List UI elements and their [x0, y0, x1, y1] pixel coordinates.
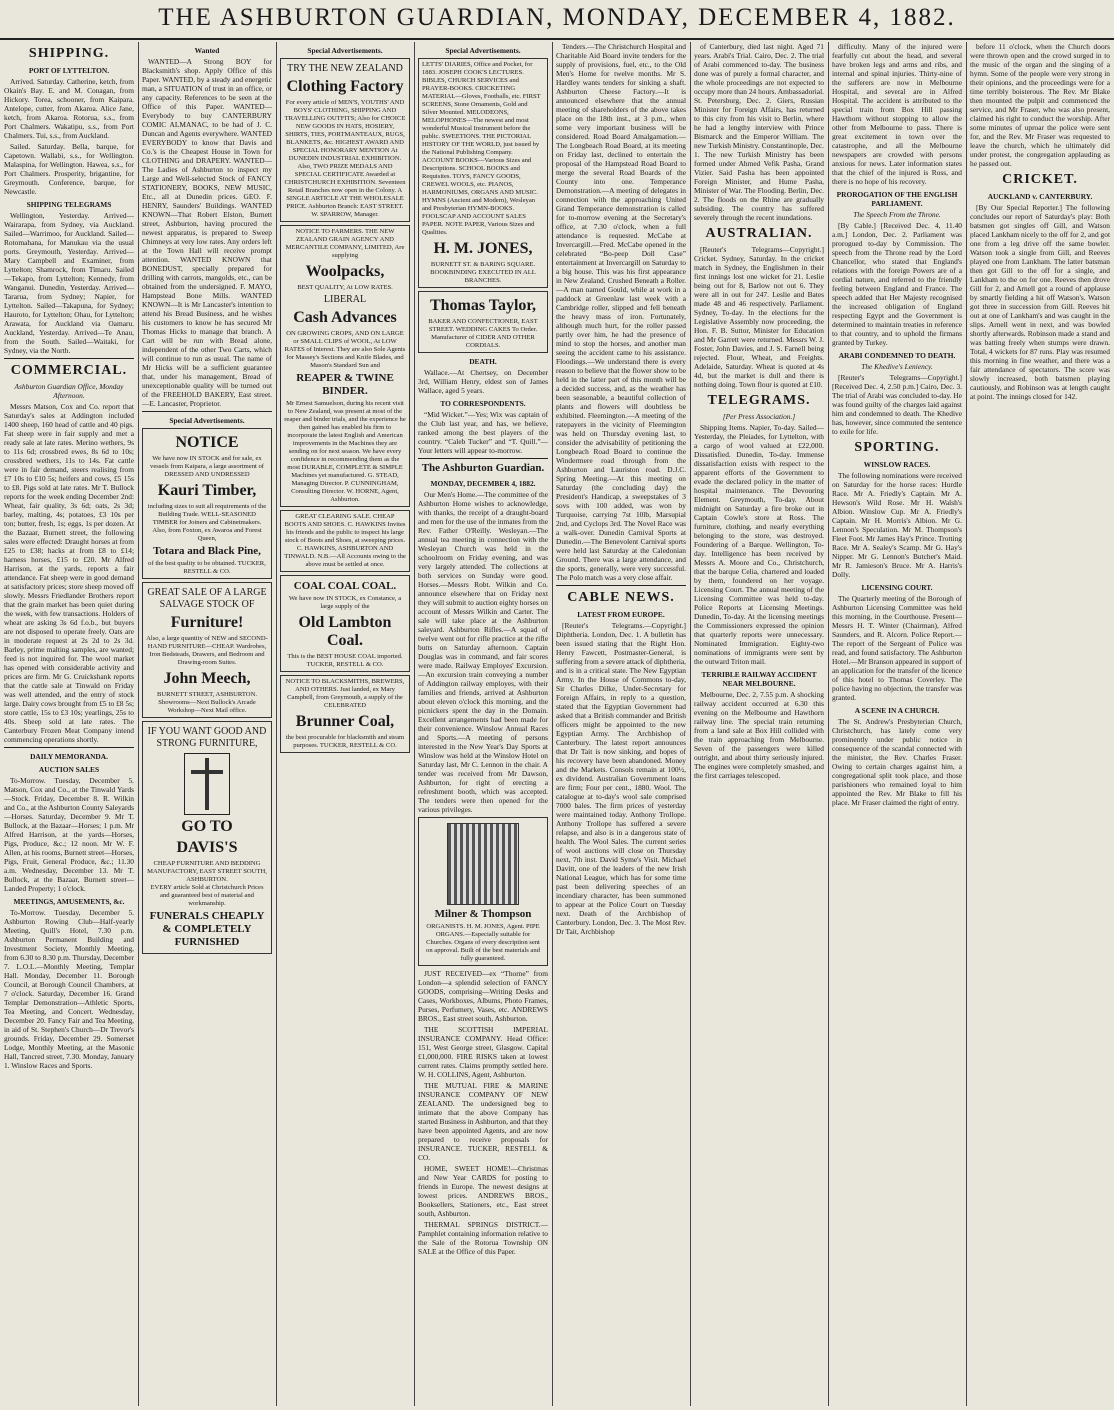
local-news: Our Men's Home.—The committee of the Ashburton Home wishes to acknowledge, with thanks, the receipt of a draught-board and men for the use of the inmates from the Rev. Father O'Reilly. Wesleyan.—The annual tea meeting in connection with the Wesleyan Church was held in the schoolroom on Friday evening, and was very largely attended. The collections at both services on Sunday were good. Horses.—Messrs Robt. Wilkin and Co. announce elsewhere that on Friday next they will submit to auction eighty horses on account of Messrs Wilkin and Carter. The sale will take place at the Ashburton saleyard. Ashburton Rifles.—A squad of twelve went out for rifle practice at the rifle butts on Saturday afternoon. Captain Douglas was in command, and fair scores were made. Railway Employes' Excursion.—An excursion train conveying a number of Addington railway employes, with their families and friends, arrived at Ashburton about eleven o'clock this morning, and the picnickers spent the day in the Domain. Excellent arrangements had been made for their convenience. Winslow Annual Races and Sports.—A meeting of persons interested in the New Year's Day Sports at Winslow was held at the Winslow Hotel on Saturday last, Mr C. Lennon in the chair. A tender was received from Mr Dawson, Ashburton, for right of erecting a refreshment booth, which was accepted. The tenders were then opened for the various privileges. — [418, 490, 548, 814]
davis-title: DAVIS'S — [176, 839, 238, 856]
memoranda-heading: DAILY MEMORANDA. — [30, 752, 108, 761]
column-8 — [970, 42, 1110, 1406]
taylor-advert — [418, 291, 548, 353]
springs-advert: THERMAL SPRINGS DISTRICT.—Pamphlet containing information relative to the Sale of the Rotorua Township ON SALE at the Office of this Paper. — [418, 1220, 548, 1256]
totara-title: Totara and Black Pine, — [153, 545, 261, 557]
auctions-list: To-Morrow. Tuesday, December 5. Matson, Cox and Co., at the Tinwald Yards—Stock. Friday, December 8. R. Wilkin and Co., at the Ashburton County Saleyards—Horses. Saturday, December 9. Mr T. Bullock, at the Bazaar—Horses; 1 p.m. Mr Alfred Harrison, at the yards—Horses, Pigs, Produce, &c.; 12 noon. Mr W. F. Allen, at his rooms, Burnett street—Horses, Pigs, Fruit, General Produce, &c.; 11.30 a.m. Wednesday, December 13. Mr T. Bullock, at the Bazaar, Burnett street—Landed Property; 1 o'clock. — [4, 776, 134, 893]
davis-advert — [142, 721, 272, 954]
taylor-title: Thomas Taylor, — [429, 297, 537, 314]
brunner-text: the best procurable for blacksmith and steam purposes. TUCKER, RESTELL & CO. — [285, 734, 405, 749]
winslow-heading: WINSLOW RACES. — [863, 460, 931, 469]
telegrams-news: Shipping Items. Napier, To-day. Sailed—Yesterday, the Pleiades, for Lyttelton, with a cargo of wool valued at £22,000. Dissatisfied. Dunedin, To-day. Immense dissatisfaction exists with respect to the apparent efforts of the Government to evade the declared policy in the matter of hospital maintenance. The Devouring Element. Greymouth, To-day. About midnight on Saturday a fire broke out in Captain Cowle's store at Ross. The furniture, clothing, and nearly everything belonging to the store, was destroyed. Foundering of a Barque. Wellington, To-day. Intelligence has been received by Messrs A. Moore and Co., Christchurch, that the barque Celia, chartered and loaded by them, foundered on her voyage. Licensing Court. The annual meeting of the Licensing Committee was held to-day. Police Reports at Licensing Meetings. Dunedin, To-day. At the licensing meetings the Commissioners expressed the opinion that quarterly reports were unnecessary. Nominated Immigration. Eighty-two nominations of immigrants were sent by the outward Triton mail. — [694, 423, 824, 666]
kauri-text: including sizes to suit all requirements of the Building Trade. WELL-SEASONED TIMBER for Joiners and Cabinetmakers. Also, from Foxton, ex Awaroa and Forest Queen, — [147, 503, 267, 542]
cable-news: [Reuter's Telegrams.—Copyright.] Diphtheria. London, Dec. 1. A bulletin has been issued stating that the Right Hon. Henry Fawcett, Postmaster-General, is suffering from a severe attack of diphtheria, and is in a critical state. The New Egyptian Army. In the House of Commons to-day, Sir Charles Dilke, Under-Secretary for Foreign Affairs, in reply to a question, stated that the Egyptian Government had asked that a British commander and British officers might be appointed to the new Egyptian Army. The Archbishop of Canterbury. The latest report announces that Dr Tait is now sinking, and hopes of his recovery have been abandoned. Money and the Markets. Consols remain at 100½, ex dividend. Australian Government loans are firm; Four per cent., 1880. Wool. The catalogue at to-day's wool sale comprised 7000 bales. The firm prices of yesterday were maintained today. Anthony Trollope. Anthony Trollope has suffered a severe relapse, and also is in a dangerous state of health. The Wool Sales. The current series of wool auctions will close on Thursday next, 7th inst. David Syme's Visit. Michael Davitt, one of the leaders of the new Irish National League, which has for some time past been delivering speeches of an incendiary character, has been summoned to appear at the Police Court on Tuesday next. Death of the Archbishop of Canterbury. London, Dec. 3. The Most Rev. Dr Tait, Archbishop — [556, 621, 686, 936]
column-1 — [4, 42, 134, 1406]
cable-heading: CABLE NEWS. — [567, 590, 675, 605]
farmers-text: NOTICE TO FARMERS. THE NEW ZEALAND GRAIN AGENCY AND MERCANTILE COMPANY, LIMITED, Are supplying — [285, 228, 405, 259]
funerals-text: FUNERALS CHEAPLY & COMPLETELY FURNISHED — [149, 910, 265, 948]
death-heading: DEATH. — [469, 357, 497, 366]
meetings-heading: MEETINGS, AMUSEMENTS, &c. — [13, 897, 125, 906]
church-heading: A SCENE IN A CHURCH. — [854, 706, 940, 715]
arabi-report: [Reuter's Telegrams—Copyright.] [Received Dec. 4, 2.50 p.m.] Cairo, Dec. 3. The trial of Arabi was concluded to-day. He was found guilty of the charges laid against him and condemned to death. The Khedive has, however, since commuted the sentence to exile for life. — [832, 373, 962, 436]
column-3 — [280, 42, 410, 1406]
special-heading: Special Advertisements. — [307, 46, 383, 55]
accident-report: Melbourne, Dec. 2, 7.55 p.m. A shocking railway accident occurred at 6.30 this evening on the Melbourne and Hawthorn railway line. The special train returning from a land sale at Box Hill collided with the train approaching from Melbourne. Seven of the passengers were killed outright, and about thirty seriously injured. The engines were completely smashed, and the first carriages telescoped. — [694, 690, 824, 780]
accident-continued: difficulty. Many of the injured were fearfully cut about the head, and several have broken legs and arms and ribs, and internal and spinal injuries. Thirty-nine of the sufferers are now in Melbourne Hospital, and several are in Alfred Hospital. The accident is attributed to the special train from Box Hill passing Hawthorn without stopping to allow the other from Melbourne to pass. There is great excitement in town over the catastrophe, and all the Melbourne newspapers are crowded with persons anxious for news. Later information states that the chief of the injured is Ross, and there is no hope of his recovery. — [832, 42, 962, 186]
divider — [142, 411, 272, 412]
local-news-continued: Tenders.—The Christchurch Hospital and Charitable Aid Board invite tenders for the supply of provisions, fuel, etc., to the Old Men's Home for twelve months. Mr S. Hardley wants tenders for sinking a shaft. Ashburton Cheese Factory.—It is announced elsewhere that the annual meeting of shareholders of the above takes place on the 18th inst., at 3 p.m., when some very important business will be considered. Road Board Amalgamation.—The Longbeach Road Board, at its meeting on Friday last, declined to entertain the proposal of the Hampstead Road Board to merge the several Road Boards of the County into one. Temperance Demonstration.—A meeting of delegates in connection with the approaching United Grand Temperance demonstration is called for to-morrow evening at the Secretary's office, at 7.30 o'clock, when a full attendance is requested. McCabe at Invercargill.—Fred. McCabe opened in the celebrated “Bo-peep Doll Case” entertainment at Invercargill on Saturday to a big house. This was his first appearance in New Zealand. Crushed Beneath a Roller.—A man named Gould, while at work in a paddock at Greenlaw last week with a Cambridge roller, slipped and fell beneath the heavy mass of iron. Fortunately, although much hurt, for the roller passed partly over him, he had the presence of mind to stop the horses, and another man seeing the accident came to his assistance. Floodings.—We understand there is every reason to believe that the flower show to be held in the latter part of this month will be a decided success, and, as the weather has been seasonable, a beautiful collection of plants and flowers will doubtless be exhibited. Fleemington.—A meeting of the ratepayers in the vicinity of Fleemington was held on Thursday evening last, to consider the advisability of petitioning the Longbeach Road Board to continue the Windermere road through from the Ashburton and Lauriston road. D.J.C. Spring Meeting.—At this meeting on Saturday (the concluding day) the President's Handicap, a sweepstakes of 3 sovs with 100 added, was won by Turquoise, carrying 7st 10lb, Marsupial 2nd, and Cyclops 3rd. The Novel Race was a walk-over. Dunedin Carnival Sports at Dunedin.—The Benevolent Carnival sports were held last Saturday at the Caledonian Ground. There was a large attendance, and the sports, generally, were very successful. The Polo match was a very close affair. — [556, 42, 686, 582]
mutual-advert: THE MUTUAL FIRE & MARINE INSURANCE COMPANY OF NEW ZEALAND. The undersigned beg to intimate that the above Company has started Business in Ashburton, and that they have been appointed Agents, and are now prepared to receive proposals for INSURANCE. TUCKER, RESTELL & CO. — [418, 1081, 548, 1162]
australian-heading: AUSTRALIAN. — [705, 226, 813, 241]
divider — [556, 585, 686, 586]
organ-title: Milner & Thompson — [434, 908, 532, 920]
furniture-sale-advert — [142, 582, 272, 718]
column-rule — [966, 42, 967, 1406]
brunner-title: Brunner Coal, — [295, 713, 395, 730]
reaper-title: REAPER & TWINE BINDER. — [296, 372, 394, 397]
coal-title: COAL COAL COAL. — [293, 580, 397, 592]
correspondents-heading: TO CORRESPONDENTS. — [440, 399, 526, 408]
column-2 — [142, 42, 272, 1406]
cricket-heading: CRICKET. — [1002, 172, 1078, 187]
column-rule — [552, 42, 553, 1406]
telegrams-subheading: [Per Press Association.] — [722, 412, 796, 421]
parliament-heading: PROROGATION OF THE ENGLISH PARLIAMENT. — [836, 190, 958, 208]
ifyou-text: IF YOU WANT GOOD AND STRONG FURNITURE, — [147, 726, 267, 749]
organ-illustration — [447, 823, 519, 905]
sporting-heading: SPORTING. — [854, 440, 940, 455]
woolpacks-text: BEST QUALITY, At LOW RATES. — [297, 284, 393, 291]
received-advert: JUST RECEIVED—ex “Thorne” from London—a splendid selection of FANCY GOODS, comprising—Writing Desks and Cases, Workboxes, Albums, Photo Frames, Purses, Perfumery, Vases, etc. ANDREWS BROS., East street south, Ashburton. — [418, 969, 548, 1023]
coal-text: We have now IN STOCK, ex Constance, a large supply of the — [288, 595, 402, 610]
furniture-text: Also, a large quantity of NEW and SECOND-HAND FURNITURE—CHEAP. Wardrobes, Iron Bedsteads, Drawers, and Bedroom and Drawing-room Suites. — [146, 635, 268, 666]
column-6 — [694, 42, 824, 1406]
notice-text: We have now IN STOCK and for sale, ex vessels from Kaipara, a large assortment of DRESSED AND UNDRESSED — [150, 455, 264, 478]
paper-date: MONDAY, DECEMBER 4, 1882. — [430, 479, 536, 488]
commercial-report: Messrs Matson, Cox and Co. report that Saturday's sales at Addington included 1400 sheep, 160 head of cattle and 40 pigs. Fat sheep were in fair supply and met a ready sale at late rates. Merino wethers, 9s to 11s 6d; crossbred ewes, 8s 6d to 10s; crossbred wethers, 11s to 14s. Fat cattle were in fair demand, steers realising from £7 10s to £10 5s; heifers and cows, £5 15s to £8. Pigs sold at late rates. Mr T. Bullock reports for the week ending December 2nd: Wheat, fair quality, 3s 6d; oats, 2s 3d; barley, malting, 4s; potatoes, £3 10s per ton; butter, fresh, 1s; eggs, 1s per dozen. At the Bazaar, Burnett street, the following sales were effected: Draught horses at from £25 to £38; hacks at from £8 to £14; harness horses, £15 to £20. Mr Alfred Harrison, at the yards, reports a fair attendance. Fat sheep were in good demand at satisfactory prices; store sheep moved off slowly. Messrs Friedlander Brothers report that the grain market has been quiet during the week, with few transactions. Holders of wheat are asking 3s 6d f.o.b., but buyers are not disposed to operate freely. Oats are in moderate request at 2s 2d to 2s 3d. Barley, prime malting samples, are wanted; feed is not inquired for. The wool market has opened with considerable activity and prices are firm. Mr G. Cruickshank reports that the cattle sale at Tinwald on Friday was well attended, and the entry of stock large. Dairy cows brought from £5 to £8 5s; store cattle, 15s to £3 10s; yearlings, 25s to 40s. Sheep sold at late rates. The Canterbury Frozen Meat Company intend commencing operations shortly. — [4, 402, 134, 744]
organ-text: ORGANISTS. H. M. JONES, Agent. PIPE ORGANS.—Especially suitable for Churches. Organs of every description sent on approval. Built of the best materials and fully guaranteed. — [426, 923, 540, 962]
column-rule — [414, 42, 415, 1406]
sale-title: GREAT SALE OF A LARGE SALVAGE STOCK OF — [147, 587, 267, 610]
column-7 — [832, 42, 962, 1406]
special-heading: Special Advertisements. — [445, 46, 521, 55]
column-rule — [828, 42, 829, 1406]
samuelson-text: Mr Ernest Samuelson, during his recent visit to New Zealand, was present at most of the reaper and binder trials, and the experience he then gained has enabled his firm to incorporate the latest English and American improvements in the Machines they are sending on for next season. We have every confidence in recommending them as the most DURABLE, COMPLETE & SIMPLE Machines yet manufactured. G. STEAD, Managing Director. P. CUNNINGHAM, Consulting Director. W. HORNE, Agent, Ashburton. — [284, 400, 406, 503]
scottish-advert: THE SCOTTISH IMPERIAL INSURANCE COMPANY. Head Office: 151, West George street, Glasgow. Capital £1,000,000. FIRE RISKS taken at lowest current rates. Claims promptly settled here. W. H. COLLINS, Agent, Ashburton. — [418, 1025, 548, 1079]
winslow-nominations: The following nominations were received on Saturday for the horse races: Hurdle Race. Mr A. Friedly's Captain. Mr A. Hewson's Wild Rose. Mr H. Walsh's Albion. Winslow Cup. Mr A. Friedly's Captain. Mr H. Morris's Albion. Mr G. Lennon's Speculation. Mr M. Thompson's Fleet Foot. Mr James Hay's Prince. Trotting Race. Mr A. Sealey's Scamp. Mr G. Hay's Nipper. Mr G. Lennon's Butcher's Maid. Mr R. Jamieson's Bruce. Mr A. Harris's Dolly. — [832, 471, 962, 579]
factory-text: For every article of MEN'S, YOUTHS' AND BOYS' CLOTHING, SHIPPING AND TRAVELLING OUTFITS; Also for CHOICE NEW GOODS IN HATS, HOSIERY, SHIRTS, TIES, PORTMANTEAUX, RUGS, BLANKETS, &c. HIGHEST AWARD AND SPECIAL HONORARY MENTION At DUNEDIN INDUSTRIAL EXHIBITION. Also, TWO PRIZE MEDALS AND SPECIAL CERTIFICATE Awarded at CHRISTCHURCH EXHIBITION. Seventeen Retail Branches now open in the Colony. A SINGLE ARTICLE AT THE WHOLESALE PRICE. Ashburton Branch: EAST STREET. W. SPARROW, Manager. — [284, 99, 406, 218]
commercial-subheading: Ashburton Guardian Office, Monday Afternoon. — [14, 382, 124, 400]
divider — [418, 458, 548, 459]
arabi-subheading: The Khedive's Leniency. — [861, 362, 933, 371]
cash-title: Cash Advances — [293, 309, 397, 326]
telegrams-heading: SHIPPING TELEGRAMS — [26, 200, 112, 209]
kauri-advert — [142, 428, 272, 579]
port-heading: PORT OF LYTTELTON. — [28, 66, 110, 75]
paper-title: The Ashburton Guardian. — [421, 462, 545, 474]
shipping-arrived: Arrived. Saturday. Catherine, ketch, from Okain's Bay. E. and M. Conagan, from Hickory. Torea, schooner, from Kaipara. Antelope, cutter, from Akaroa. Alice Jane, ketch, from Akaroa. Rotorua, s.s., from Port Chalmers. Wakatipu, s.s., from Port Chalmers. Tui, s.s., from Auckland. — [4, 77, 134, 140]
accident-heading: TERRIBLE RAILWAY ACCIDENT NEAR MELBOURNE. — [701, 670, 817, 688]
furniture-title: Furniture! — [170, 614, 244, 631]
furniture-illustration — [184, 753, 230, 815]
cable-news-continued: of Canterbury, died last night. Aged 71 years. Arabi's Trial. Cairo, Dec. 2. The trial of Arabi commenced to-day. The business done was of purely a formal character, and the whole proceedings are not expected to occupy more than 24 hours. Ambassadorial. St. Petersburg, Dec. 2. Giers, Russian Minister for Foreign Affairs, has returned to this city from his visit to Berlin, where he had a lengthy interview with Prince Bismarck and the Emperor William. The new Turkish Ministry. Constantinople, Dec. 1. The new Turkish Ministry has been formed under Ahmed Vefik Pasha, Grand Vizier. Said Pasha has been appointed Foreign Minister, and Hume Pasha, Minister of War. The Flooding. Berlin, Dec. 2. The floods on the Rhine are gradually subsiding. The country has suffered severely through the recent inundations. — [694, 42, 824, 222]
stationery-advert — [418, 58, 548, 288]
jones-text: BURNETT ST. & BARING SQUARE. BOOKBINDING EXECUTED IN ALL BRANCHES. — [430, 261, 536, 284]
arabi-heading: ARABI CONDEMNED TO DEATH. — [838, 351, 956, 360]
death-notice: Wallace.—At Chertsey, on December 3rd, William Henry, eldest son of James Wallace, aged 5 years. — [418, 368, 548, 395]
liberal-text: LIBERAL — [323, 294, 367, 305]
clothing-factory-advert — [280, 58, 410, 222]
column-4 — [418, 42, 548, 1406]
parliament-subheading: The Speech From the Throne. — [853, 210, 941, 219]
divider — [4, 358, 134, 359]
factory-title: Clothing Factory — [286, 78, 404, 95]
meetings-list: To-Morrow. Tuesday, December 5. Ashburton Rowing Club—Half-yearly Meeting, Quill's Hotel, 7.30 p.m. Ashburton Permanent Building and Investment Society, Monthly Meeting, from 6.30 to 8.30 p.m. Thursday, December 7. L.O.L.—Monthly Meeting, Templar Hall. Monday, December 11. Borough Council, at Borough Council Chambers, at 7 o'clock. Saturday, December 16. Grand Templar Demonstration—Athletic Sports, Tea Meeting, and Concert. Wednesday, December 20. Fancy Fair and Tea Meeting, in aid of St. Stephen's Church—Dr Trevor's grounds. Friday, December 29. Somerset Lodge, Monthly Meeting, at the Masonic Hall, Tancred street, 7.30. Monday, January 1. Winslow Races and Sports. — [4, 908, 134, 1070]
organ-advert — [418, 817, 548, 966]
try-text: TRY THE NEW ZEALAND — [287, 63, 403, 74]
jones-title: H. M. JONES, — [433, 240, 533, 257]
wanted-ads: WANTED—A Strong BOY for Blacksmith's shop. Apply Office of this Paper. WANTED, by a steady and energetic man, a SITUATION of trust in an office, or any capacity. References to be seen at the Office of this Paper. WANTED—Everybody to buy CANTERBURY COMIC ALMANAC, to be had of J. C. Duncan and Agents everywhere. WANTED EVERYBODY to know that Davis and Co.'s is the Cheapest House in Town for CLOTHING and DRAPERY. WANTED—The Ladies of Ashburton to inspect my Large and Well-selected Stock of FANCY STATIONERY, BOOKS, NEW MUSIC, Etc., all at Dunedin prices. GEO. F. HENRY, Saunders' Buildings. WANTED KNOWN—That Robert Elston, Burnett street, Ashburton, having procured the newest apparatus, is prepared to Sweep Chimneys at very low rates. Any orders left at the Town Hall will receive prompt attention. WANTED KNOWN that BONEDUST, specially prepared for drilling with carrots, mangolds, etc., can be obtained from the undersigned. F. MAYO, Hampstead Bone Mills. WANTED KNOWN—It is Mr Lancaster's intention to attend his Bread Business, and he wishes his customers to know he has secured Mr Thomas Hicks to manage that branch. A Cart will be run with Bread alone, independent of the other Two Carts, which will continue to run as usual. The name of Mr Hicks will be a sufficient guarantee that, under his management, Bread of unexceptionable quality will be turned out of the FREEHOLD BAKERY, East street.—E. Lancaster, Proprietor. — [142, 57, 272, 408]
auctions-heading: AUCTION SALES — [38, 765, 100, 774]
davis-text: CHEAP FURNITURE AND BEDDING MANUFACTORY, EAST STREET SOUTH, ASHBURTON. — [147, 860, 267, 883]
stationery-list: LETTS' DIARIES, Office and Pocket, for 1883. JOSEPH COOK'S LECTURES. BIBLES, CHURCH SERVICES and PRAYER-BOOKS. CRICKETING MATERIAL—Gloves, Footballs, etc. FIRST SCREENS, Stone Ornaments, Gold and Silver Mounted. MELODEONS, MELOPHONES—The newest and most wonderful Musical Instrument before the public. SWEETIONS. THE PICTORIAL HISTORY OF THE WORLD, just issued by the National Publishing Company. ACCOUNT BOOKS—Various Sizes and Descriptions. SCHOOL BOOKS and Requisites. TOYS, FANCY GOODS, CREWEL WOOLS, etc. PIANOS, HARMONIUMS, ORGANS AND MUSIC. HYMNS (Ancient and Modern), Wesleyan and Presbyterian HYMN-BOOKS. FOOLSCAP AND ACCOUNT SALES PAPER. NOTE PAPER, Various Sizes and Qualities. — [422, 61, 541, 236]
goto-text: GO TO — [181, 818, 233, 835]
lambton-text: This is the BEST HOUSE COAL imported. TUCKER, RESTELL & CO. — [287, 653, 403, 668]
meech-text: BURNETT STREET, ASHBURTON. Showrooms—Next Bullock's Arcade Workshop—Next Mail office. — [157, 691, 257, 714]
masthead-title: THE ASHBURTON GUARDIAN, MONDAY, DECEMBER 4, 1882. — [158, 4, 956, 31]
wanted-heading: Wanted — [194, 46, 220, 55]
shipping-sailed: Sailed. Saturday. Bella, barque, for Capetown. Wallabi, s.s., for Wellington. Malaspina, for Wellington. Hawea, s.s., for Port Chalmers. Prosperity, brigantine, for Greymouth. Conference, barque, for Newcastle. — [4, 142, 134, 196]
shipping-telegrams: Wellington, Yesterday. Arrived—Wairarapa, from Sydney, via Auckland. Sailed—Warrimoo, for Auckland. Sailed—Rotomahana, for Manukau via the usual ports. Greymouth, Yesterday. Arrived—Mary Campbell and Examiner, from Lyttelton; Shamrock, from Timaru. Sailed—Tekapo, from Lyttelton; Kennedy, from Wanganui. Dunedin, Yesterday. Arrived—Tararua, from Sydney; Napier, for Lyttelton. Sailed—Takapuna, for Sydney; Hauroto, for Lyttelton; Ohau, for Lyttelton; Arawata, for Auckland via Oamaru. Auckland, Yesterday. Arrived—Te Anau, from the South. Sailed—Waitaki, for Sydney, via the North. — [4, 211, 134, 355]
lambton-title: Old Lambton Coal. — [298, 614, 392, 649]
every-text: EVERY article Sold at Christchurch Prices and guaranteed best of material and workmanship. — [150, 884, 264, 907]
column-rule — [138, 42, 139, 1406]
smiths-text: NOTICE TO BLACKSMITHS, BREWERS, AND OTHERS. Just landed, ex Mary Campbell, from Greymouth, a supply of the CELEBRATED — [285, 678, 405, 709]
australian-news: [Reuter's Telegrams—Copyright.] Cricket. Sydney, Saturday. In the cricket match in Sydney, the Englishmen in their first innings lost one wicket for 21. Leslie being out for 8, Barlow not out 6. They were all in out for 247. Leslie and Bates made 48 and 46 respectively. Parliament. Sydney, To-day. In the elections for the Legislative Assembly now proceeding, the Hon. F. B. Suttor, Minister for Education and Mr Garrett were returned. Messrs W. J. Foster, John Davies, and J. S. Farnell being rejected. Flour, Wheat, and Freights. Adelaide, Saturday. Wheat is quoted at 4s 4d, but the market is dull and there is nothing doing. Town flour is quoted at £10. — [694, 245, 824, 389]
telegrams-heading: TELEGRAMS. — [707, 393, 811, 408]
woolpacks-title: Woolpacks, — [305, 263, 385, 280]
clearing-text: GREAT CLEARING SALE. CHEAP BOOTS AND SHOES. C. HAWKINS Invites his friends and the public to inspect his large stock of Boots and Shoes, at sweeping prices. C. HAWKINS, ASHBURTON AND TINWALD. N.B.—All Accounts owing to the above must be settled at once. — [284, 513, 406, 568]
totara-text: of the best quality to be obtained. TUCKER, RESTELL & CO. — [148, 560, 266, 575]
special-heading: Special Advertisements. — [169, 416, 245, 425]
column-rule — [276, 42, 277, 1406]
correspondents-text: “Mid Wicket.”—Yes; Wix was captain of the Club last year, and has, we believe, ranked among the best players of the country. “Caleb Tucker” and “T. Quill.”—Your letters will appear to-morrow. — [418, 410, 548, 455]
clearing-sale-advert — [280, 510, 410, 572]
home-advert: HOME, SWEET HOME!—Christmas and New Year CARDS for posting to friends in Europe. The newest designs at lowest prices. ANDREWS BROS., Booksellers, Stationers, etc., East street south, Ashburton. — [418, 1164, 548, 1218]
notice-title: NOTICE — [175, 434, 239, 451]
licensing-report: The Quarterly meeting of the Borough of Ashburton Licensing Committee was held this morning, in the Courthouse. Present—Messrs H. T. Winter (Chairman), Alfred Saunders, and R. Alcorn. Police Report.—The report of the Sergeant of Police was read, and found satisfactory. The Ashburton Hotel.—Mr Branson appeared in support of an application for the transfer of the licence of this hotel to Thomas Coverley. The police having no objection, the transfer was granted. — [832, 594, 962, 702]
church-report: The St. Andrew's Presbyterian Church, Christchurch, has lately come very prominently under public notice in consequence of the scandal connected with the minister, the Rev. Charles Fraser. Owing to certain charges against him, a congregational split took place, and those parishioners who remained loyal to him appointed the Rev. Mr Blake to fill his place. Mr Fraser claimed the right of entry. — [832, 717, 962, 807]
church-continued: before 11 o'clock, when the Church doors were thrown open and the crowd surged in to the music of the organ and the singing of a hymn. Some of the people were very strong in their opinions, and the proceedings were for a time terribly boisterous. The Rev. Mr Blake then mounted the pulpit and commenced the service, and Mr Fraser, who was also present, claimed his right to conduct the worship. After some minutes of uproar the police were sent for, and the Rev. Mr Fraser was requested to leave the church, which he ultimately did under protest, the congregation applauding as he passed out. — [970, 42, 1110, 168]
column-5 — [556, 42, 686, 1406]
cable-subheading: LATEST FROM EUROPE. — [577, 610, 665, 619]
cricket-subheading: AUCKLAND v. CANTERBURY. — [987, 192, 1093, 201]
kauri-title: Kauri Timber, — [157, 482, 257, 499]
cash-text: ON GROWING CROPS, AND ON LARGE or SMALL CLIPS of WOOL, At LOW RATES of Interest. They are also Sole Agents for Massey's Sections and Knife Blades, and Mason's Standard Sun and — [284, 330, 406, 369]
brunner-coal-advert — [280, 675, 410, 753]
licensing-heading: LICENSING COURT. — [861, 583, 933, 592]
parliament-report: [By Cable.] [Received Dec. 4, 11.40 a.m.] London, Dec. 2. Parliament was prorogued to-day by Commission. The speech from the Throne read by the Lord Chancellor, who stated that England's relations with the foreign Powers are of a cordial nature, and referred to the friendly feeling between England and France. The speech added that Her Majesty recognised the increased obligation of England respecting Egypt and the Government is determined to maintain treaties in reference to that country, and to uphold the firmans granted by Turkey. — [832, 221, 962, 347]
masthead — [0, 0, 1114, 40]
taylor-text: BAKER AND CONFECTIONER, EAST STREET. WEDDING CAKES To Order. Manufacturer of CIDER AND OTHER CORDIALS. — [428, 318, 538, 349]
cricket-report: [By Our Special Reporter.] The following concludes our report of Saturday's play: Both batsmen got singles off Gill, and Watson placed Lankham nicely to the off for 2, and got one from a leg drive off the same bowler. Watson took a single from Gill, and Reeves played one from Lankham. The latter batsman then got Gill to the off for a single, and Lankham to the on for one. Reeves then drove Gill for 2, and Arnell got a round of applause by smartly fielding a hit off Watson's. Watson got three in succession from Gill. Reeves hit out at one of Lankham's and was caught in the slips. Arnell went in next, and was bowled shortly afterwards. Robinson made a stand and was batting freely when stumps were drawn. Total, 4 wickets for 87 runs. Play was resumed this morning in fine weather, and there was a fair attendance of spectators. The score was slowly increased, both batsmen playing cautiously, and Robinson was at length caught at point. The innings closed for 142. — [970, 203, 1110, 401]
commercial-heading: COMMERCIAL. — [10, 363, 128, 378]
grain-agency-advert — [280, 225, 410, 507]
coal-advert — [280, 575, 410, 672]
shipping-heading: SHIPPING. — [28, 46, 110, 61]
column-rule — [690, 42, 691, 1406]
meech-title: John Meech, — [163, 670, 251, 687]
divider — [4, 747, 134, 748]
